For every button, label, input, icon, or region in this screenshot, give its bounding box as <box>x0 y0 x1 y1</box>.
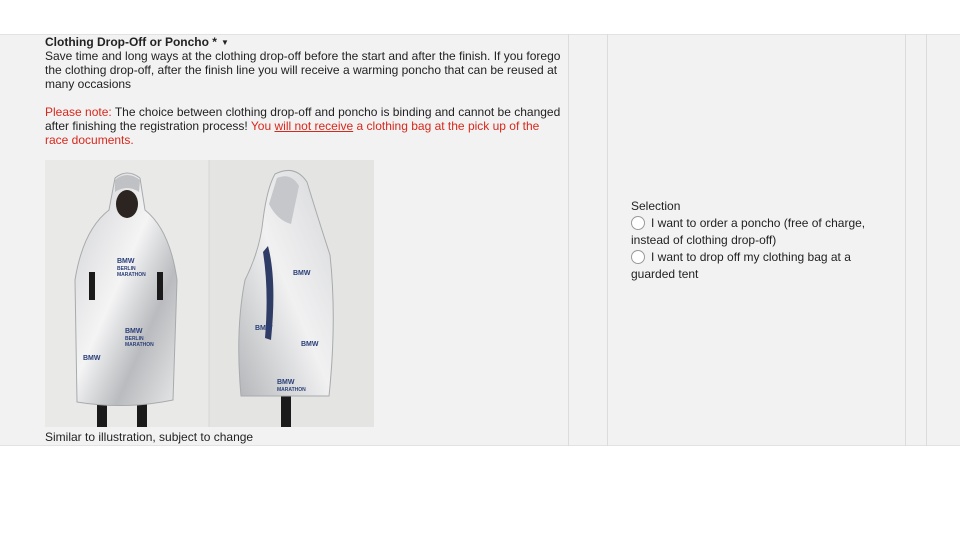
section-description: Save time and long ways at the clothing drop-off before the start and after the finish. If you forego the clothing drop-off, after the finish line you will receive a warming poncho that can be reused at many occasions <box>45 49 561 91</box>
note-red-text-end: a clothing bag at the pick up of the race documents. <box>45 119 540 147</box>
radio-option-poncho[interactable] <box>631 215 891 249</box>
note-red-text: You <box>250 119 275 133</box>
poncho-print-text: MARATHON <box>125 342 154 348</box>
column-divider <box>905 34 906 446</box>
poncho-print-text: BMW <box>293 270 311 277</box>
clothing-section <box>45 35 565 147</box>
radio-option-clothing-bag[interactable] <box>631 249 891 283</box>
poncho-print-text: BMW <box>277 379 295 386</box>
section-heading[interactable] <box>45 35 565 49</box>
column-divider <box>607 34 608 446</box>
poncho-print-text: MARATHON <box>117 272 146 278</box>
section-title: Clothing Drop-Off or Poncho * <box>45 35 217 49</box>
radio-button[interactable] <box>631 250 645 264</box>
column-divider <box>926 34 927 446</box>
notice-paragraph <box>45 105 565 147</box>
selection-group <box>631 198 891 283</box>
poncho-print-text: MARATHON <box>277 387 306 393</box>
poncho-print-text: BERLIN <box>125 336 144 342</box>
poncho-print-text: BMW <box>83 355 101 362</box>
radio-button[interactable] <box>631 216 645 230</box>
note-underlined-text: will not receive <box>274 119 354 133</box>
radio-option-label[interactable]: I want to drop off my clothing bag at a guarded tent <box>631 250 851 281</box>
radio-option-label[interactable]: I want to order a poncho (free of charge, instead of clothing drop-off) <box>631 216 866 247</box>
poncho-illustration <box>45 160 374 427</box>
note-text: The choice between clothing drop-off and poncho is binding and cannot be changed after finishing the registration process! <box>45 105 561 133</box>
poncho-print-text: BMW <box>255 325 273 332</box>
poncho-print-text: BMW <box>125 328 143 335</box>
illustration-caption: Similar to illustration, subject to change <box>45 430 254 444</box>
poncho-print-text: BERLIN <box>117 266 136 272</box>
column-divider <box>568 34 569 446</box>
note-label: Please note: <box>45 105 112 119</box>
poncho-print-text: BMW <box>117 258 135 265</box>
poncho-print-text: BMW <box>301 341 319 348</box>
chevron-down-icon[interactable]: ▼ <box>220 38 229 47</box>
selection-label: Selection <box>631 199 681 213</box>
